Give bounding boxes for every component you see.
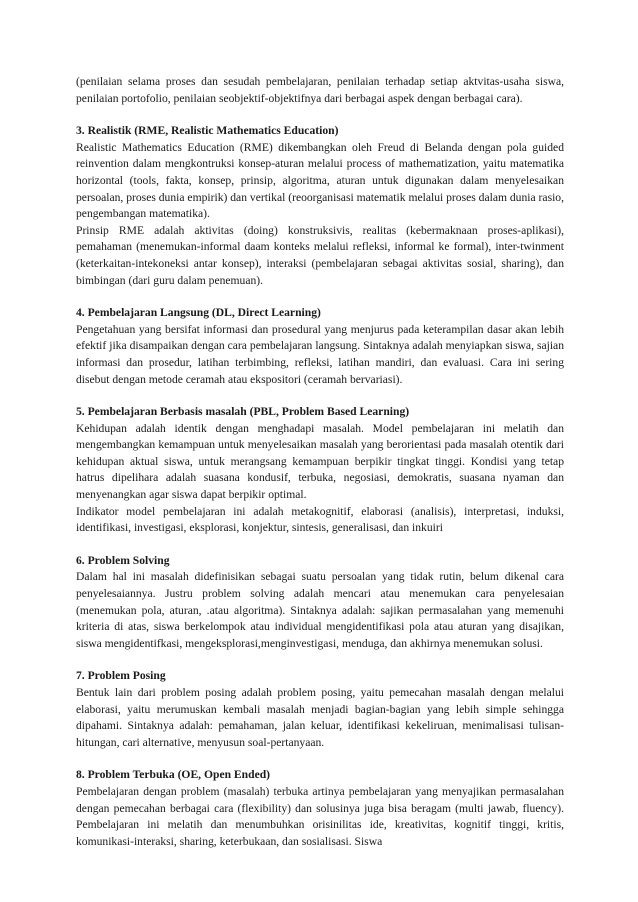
- section-paragraph: Indikator model pembelajaran ini adalah metakognitif, elaborasi (analisis), interpretasi, induksi, identifikasi, investigasi, eksplorasi, konjektur, sintesis, generalisasi, dan inkuiri: [76, 504, 564, 535]
- section-problem-solving: [76, 553, 564, 653]
- document-page: [76, 74, 564, 850]
- section-heading: 7. Problem Posing: [76, 669, 166, 683]
- section-paragraph: Kehidupan adalah identik dengan menghadapi masalah. Model pembelajaran ini melatih dan mengembangkan kemampuan untuk menyelesaikan masalah yang berorientasi pada masalah otentik dari kehidupan aktual siswa, untuk merangsang kemampuan berpikir tingkat tinggi. Kondisi yang tetap hatrus dipelihara adalah suasana kondusif, terbuka, negosiasi, demokratis, suasana nyaman dan menyenangkan agar siswa dapat berpikir optimal.: [76, 421, 564, 502]
- section-heading: 6. Problem Solving: [76, 553, 170, 567]
- section-pbl: [76, 404, 564, 537]
- section-paragraph: Bentuk lain dari problem posing adalah problem posing, yaitu pemecahan masalah dengan melalui elaborasi, yaitu merumuskan kembali masalah menjadi bagian-bagian yang lebih simple sehingga dipahami. Sintaknya adalah: pemahaman, jalan keluar, identifikasi kekeliruan, menimalisasi tulisan-hitungan, cari alternative, menyusun soal-pertanyaan.: [76, 686, 564, 749]
- section-pembelajaran-langsung: [76, 305, 564, 388]
- section-heading: 5. Pembelajaran Berbasis masalah (PBL, Problem Based Learning): [76, 405, 410, 419]
- section-paragraph: Dalam hal ini masalah didefinisikan sebagai suatu persoalan yang tidak rutin, belum dikenal cara penyelesaiannya. Justru problem solving adalah mencari atau menemukan cara penyelesaian (menemukan pola, aturan, .atau algoritma). Sintaknya adalah: sajikan permasalahan yang memenuhi kriteria di atas, siswa berkelompok atau individual mengidentifikasi pola atau aturan yang disajikan, siswa mengidentifkasi, mengeksplorasi,menginvestigasi, menduga, dan akhirnya menemukan solusi.: [76, 570, 564, 650]
- section-paragraph: Pembelajaran dengan problem (masalah) terbuka artinya pembelajaran yang menyajikan permasalahan dengan pemecahan berbagai cara (flexibility) dan solusinya juga bisa beragam (multi jawab, fluency). Pembelajaran ini melatih dan menumbuhkan orisinilitas ide, kreativitas, kognitif tinggi, kritis, komunikasi-interaksi, sharing, keterbukaan, dan sosialisasi. Siswa: [76, 784, 564, 848]
- section-realistik: [76, 123, 564, 289]
- section-paragraph: Prinsip RME adalah aktivitas (doing) konstruksivis, realitas (kebermaknaan proses-aplikasi), pemahaman (menemukan-informal daam konteks melalui refleksi, informal ke formal), inter-twinment (keterkaitan-intekoneksi antar konsep), interaksi (pembelajaran sebagai aktivitas sosial, sharing), dan bimbingan (dari guru dalam penemuan).: [76, 223, 564, 287]
- section-paragraph: Realistic Mathematics Education (RME) dikembangkan oleh Freud di Belanda dengan pola guided reinvention dalam mengkontruksi konsep-aturan melalui process of mathematization, yaitu matematika horizontal (tools, fakta, konsep, prinsip, algoritma, aturan untuk digunakan dalam menyelesaikan persoalan, proses dunia empirik) dan vertikal (reoorganisasi matematik melalui proses dalam dunia rasio, pengembangan matematika).: [76, 140, 564, 221]
- section-problem-terbuka: [76, 767, 564, 850]
- intro-paragraph: (penilaian selama proses dan sesudah pembelajaran, penilaian terhadap setiap aktvitas-usaha siswa, penilaian portofolio, penilaian seobjektif-objektifnya dari berbagai aspek dengan berbagai cara).: [76, 75, 564, 105]
- section-heading: 4. Pembelajaran Langsung (DL, Direct Learning): [76, 306, 321, 320]
- section-heading: 8. Problem Terbuka (OE, Open Ended): [76, 768, 271, 782]
- section-heading: 3. Realistik (RME, Realistic Mathematics Education): [76, 124, 339, 138]
- section-problem-posing: [76, 668, 564, 751]
- section-paragraph: Pengetahuan yang bersifat informasi dan prosedural yang menjurus pada keterampilan dasar akan lebih efektif jika disampaikan dengan cara pembelajaran langsung. Sintaknya adalah menyiapkan siswa, sajian informasi dan prosedur, latihan terbimbing, refleksi, latihan mandiri, dan evaluasi. Cara ini sering disebut dengan metode ceramah atau ekspositori (ceramah bervariasi).: [76, 322, 564, 386]
